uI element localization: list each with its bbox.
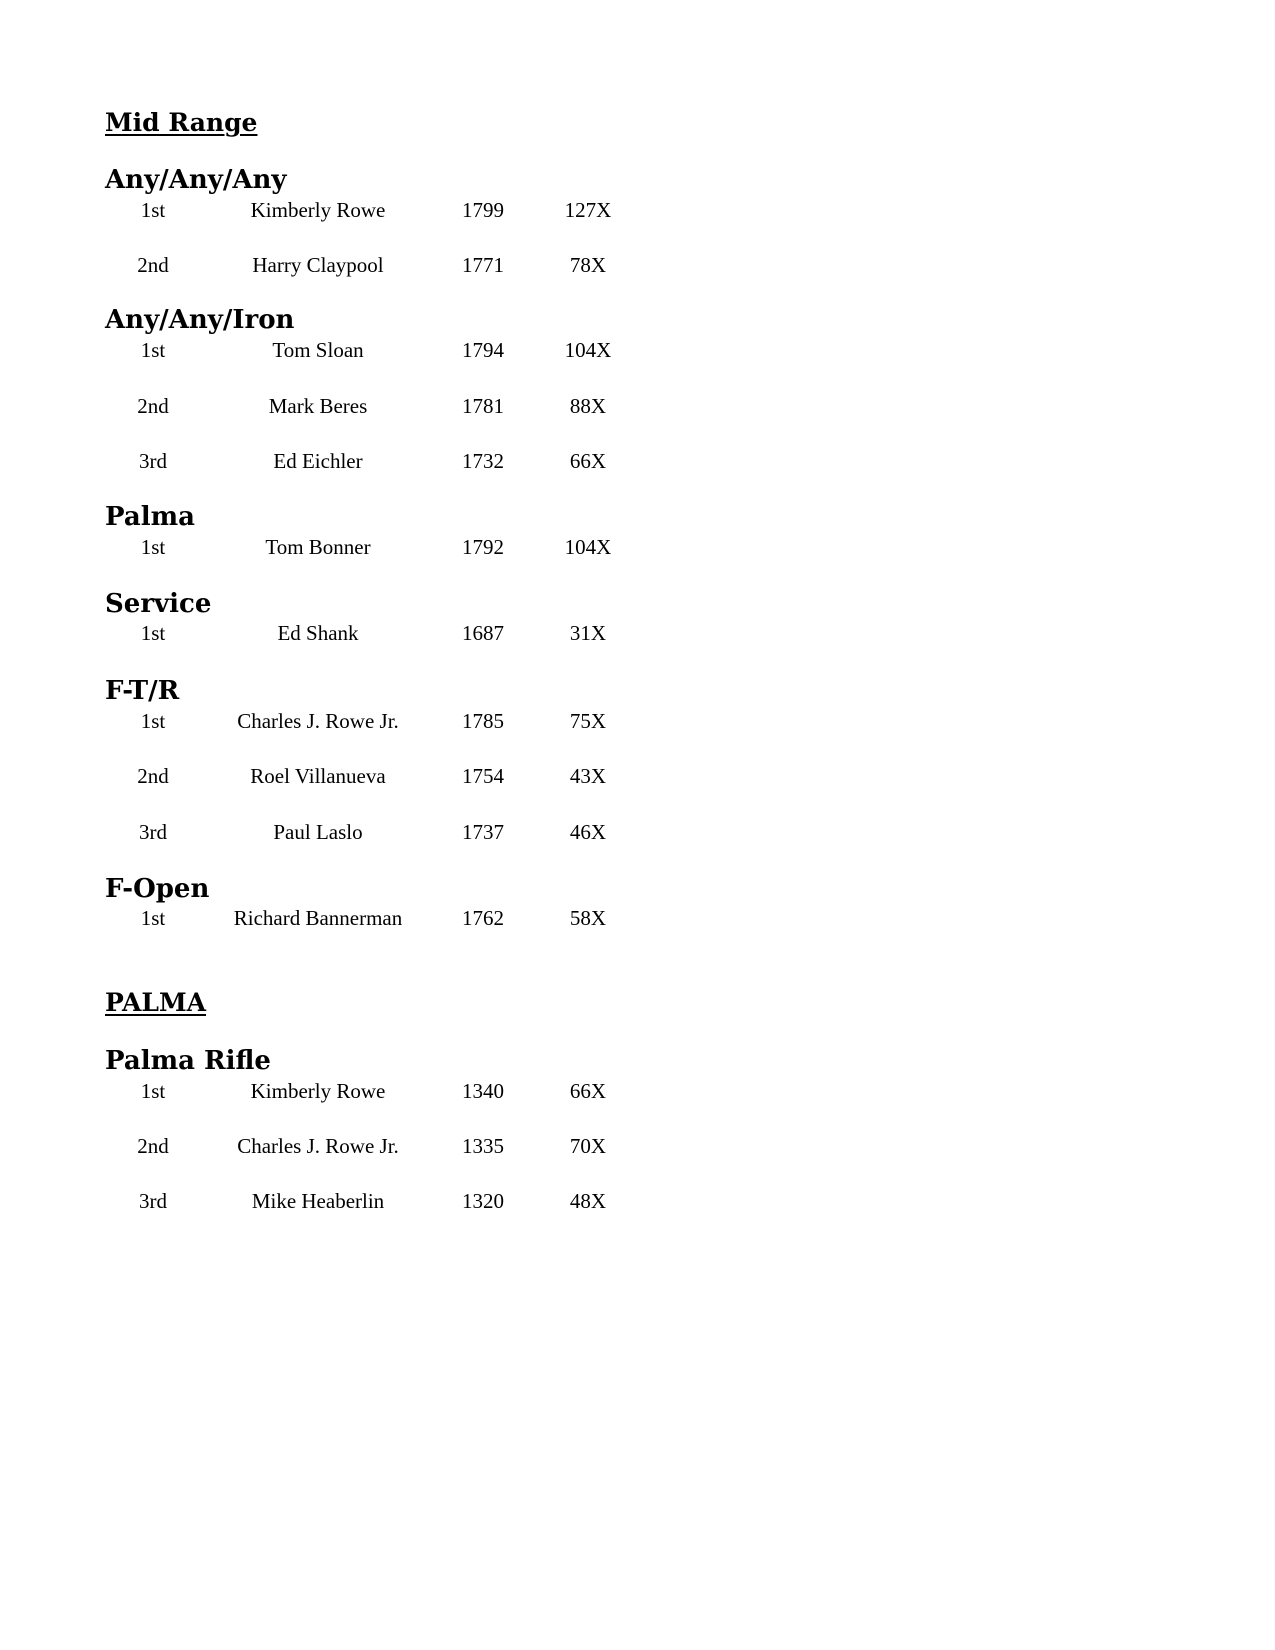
x-count-cell: 46X [569, 820, 607, 844]
place-cell: 2nd [137, 253, 169, 277]
score-cell: 1320 [462, 1189, 504, 1213]
x-count-cell: 66X [569, 449, 607, 473]
x-count-cell: 48X [569, 1189, 607, 1213]
x-count-cell: 66X [569, 1079, 607, 1103]
score-cell: 1785 [462, 709, 504, 733]
score-cell: 1340 [462, 1079, 504, 1103]
score-cell: 1799 [462, 198, 504, 222]
place-cell: 2nd [137, 764, 169, 788]
x-count-cell: 88X [569, 394, 607, 418]
place-cell: 1st [140, 535, 166, 559]
score-cell: 1335 [462, 1134, 504, 1158]
x-count-cell: 43X [569, 764, 607, 788]
name-cell: Ed Shank [277, 621, 359, 645]
x-count-cell: 78X [569, 253, 607, 277]
name-cell: Kimberly Rowe [250, 198, 386, 222]
score-cell: 1754 [462, 764, 504, 788]
place-cell: 1st [140, 198, 166, 222]
place-cell: 1st [140, 621, 166, 645]
category-title: Palma Rifle [105, 1046, 271, 1076]
score-cell: 1792 [462, 535, 504, 559]
category-title: Service [105, 589, 212, 619]
category-title: Palma [105, 502, 195, 532]
name-cell: Tom Bonner [265, 535, 371, 559]
name-cell: Roel Villanueva [250, 764, 386, 788]
score-cell: 1762 [462, 906, 504, 930]
place-cell: 1st [140, 906, 166, 930]
category-title: Any/Any/Any [105, 165, 287, 195]
name-cell: Mark Beres [268, 394, 368, 418]
score-cell: 1794 [462, 338, 504, 362]
x-count-cell: 127X [564, 198, 612, 222]
name-cell: Charles J. Rowe Jr. [237, 709, 399, 733]
place-cell: 1st [140, 709, 166, 733]
x-count-cell: 75X [569, 709, 607, 733]
score-cell: 1732 [462, 449, 504, 473]
name-cell: Ed Eichler [273, 449, 363, 473]
category-title: F-Open [105, 874, 210, 904]
score-cell: 1781 [462, 394, 504, 418]
x-count-cell: 104X [564, 535, 612, 559]
name-cell: Mike Heaberlin [251, 1189, 385, 1213]
category-title: F-T/R [105, 676, 180, 706]
x-count-cell: 31X [569, 621, 607, 645]
place-cell: 3rd [139, 1189, 167, 1213]
score-cell: 1737 [462, 820, 504, 844]
place-cell: 3rd [139, 820, 167, 844]
name-cell: Tom Sloan [272, 338, 364, 362]
x-count-cell: 70X [569, 1134, 607, 1158]
x-count-cell: 104X [564, 338, 612, 362]
place-cell: 1st [140, 1079, 166, 1103]
place-cell: 2nd [137, 394, 169, 418]
score-cell: 1771 [462, 253, 504, 277]
place-cell: 1st [140, 338, 166, 362]
name-cell: Harry Claypool [252, 253, 384, 277]
section-title-mid-range: Mid Range [105, 108, 258, 137]
name-cell: Richard Bannerman [233, 906, 403, 930]
place-cell: 3rd [139, 449, 167, 473]
name-cell: Kimberly Rowe [250, 1079, 386, 1103]
section-title-palma: PALMA [105, 988, 207, 1017]
x-count-cell: 58X [569, 906, 607, 930]
name-cell: Paul Laslo [273, 820, 363, 844]
category-title: Any/Any/Iron [105, 305, 295, 335]
name-cell: Charles J. Rowe Jr. [237, 1134, 399, 1158]
score-cell: 1687 [462, 621, 504, 645]
place-cell: 2nd [137, 1134, 169, 1158]
